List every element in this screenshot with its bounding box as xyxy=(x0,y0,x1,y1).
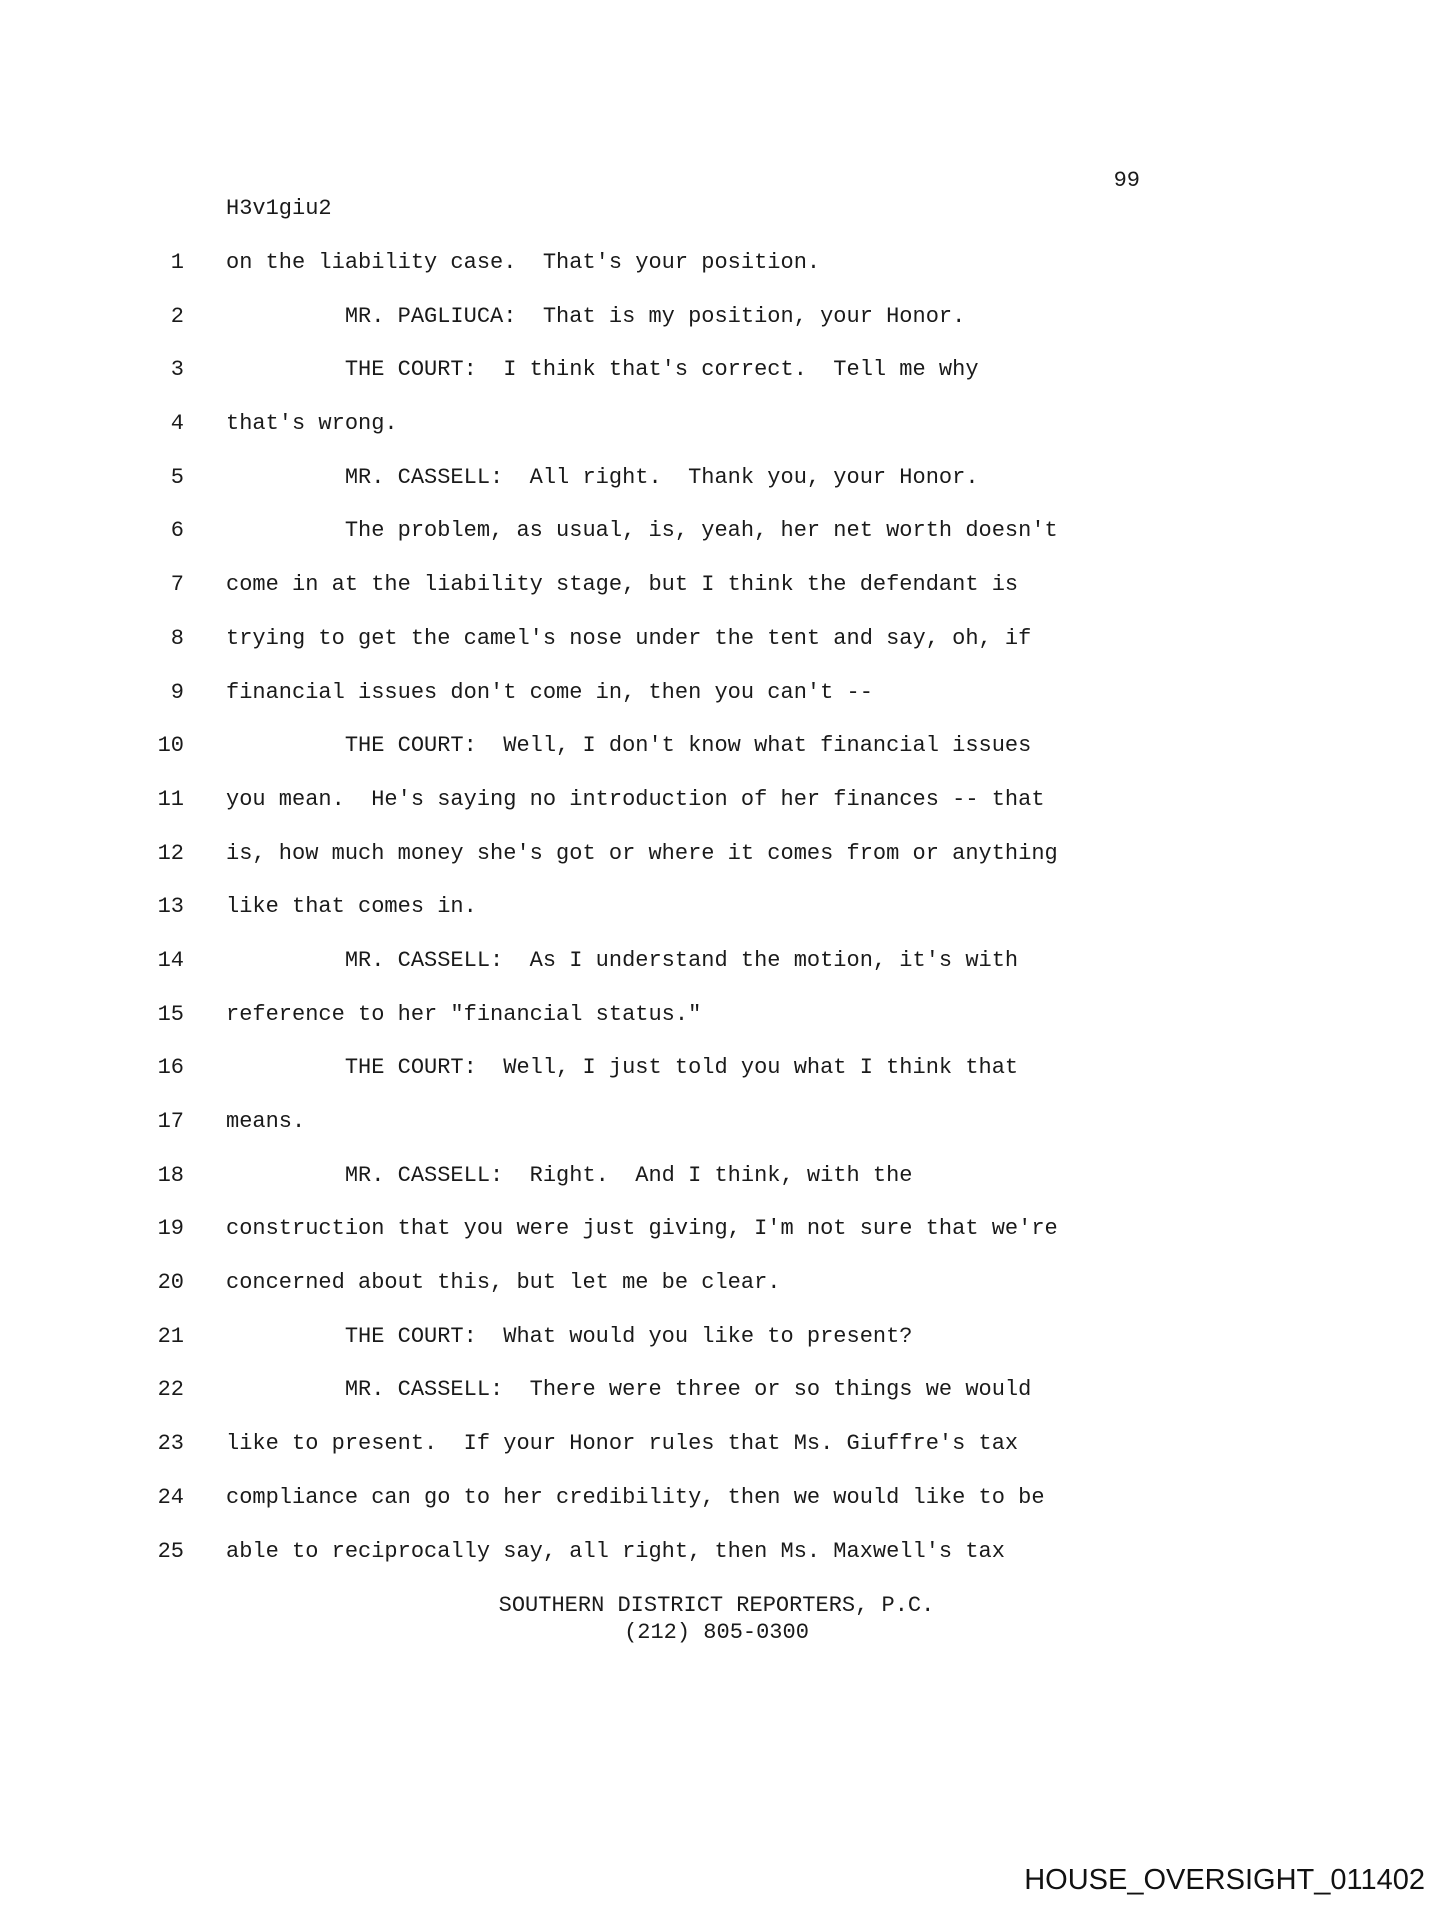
transcript-line xyxy=(0,1053,1453,1107)
line-text: MR. PAGLIUCA: That is my position, your Honor. xyxy=(226,303,966,329)
line-text: THE COURT: Well, I just told you what I think that xyxy=(226,1055,1019,1081)
transcript-line xyxy=(0,1429,1453,1483)
reporter-name: SOUTHERN DISTRICT REPORTERS, P.C. xyxy=(498,1593,935,1618)
transcript-body xyxy=(0,248,1453,1590)
transcript-line xyxy=(0,1107,1453,1161)
transcript-line xyxy=(0,1322,1453,1376)
line-number: 3 xyxy=(170,357,184,383)
line-number: 6 xyxy=(170,518,184,544)
line-text: on the liability case. That's your position. xyxy=(226,250,821,275)
transcript-line xyxy=(0,678,1453,732)
line-text: like to present. If your Honor rules that Ms. Giuffre's tax xyxy=(226,1431,1019,1457)
line-text: construction that you were just giving, I'm not sure that we're xyxy=(226,1216,1058,1242)
transcript-line xyxy=(0,892,1453,946)
transcript-line xyxy=(0,463,1453,517)
line-text: MR. CASSELL: Right. And I think, with the xyxy=(226,1162,913,1188)
transcript-line xyxy=(0,570,1453,624)
line-text: means. xyxy=(226,1109,306,1134)
line-number: 7 xyxy=(170,572,184,598)
line-number: 18 xyxy=(157,1162,184,1188)
transcript-line xyxy=(0,1000,1453,1054)
line-text: concerned about this, but let me be clear. xyxy=(226,1270,781,1296)
line-number: 13 xyxy=(157,894,184,920)
transcript-line xyxy=(0,409,1453,463)
line-text: come in at the liability stage, but I think the defendant is xyxy=(226,572,1019,598)
line-text: like that comes in. xyxy=(226,894,477,920)
line-number: 17 xyxy=(157,1109,184,1134)
line-number: 15 xyxy=(157,1001,184,1027)
line-number: 12 xyxy=(157,840,184,866)
bates-number: HOUSE_OVERSIGHT_011402 xyxy=(1024,1864,1425,1896)
transcript-line xyxy=(0,839,1453,893)
transcript-line xyxy=(0,302,1453,356)
transcript-line xyxy=(0,731,1453,785)
transcript-line xyxy=(0,1214,1453,1268)
transcript-line xyxy=(0,946,1453,1000)
line-number: 22 xyxy=(157,1377,184,1403)
line-text: you mean. He's saying no introduction of her finances -- that xyxy=(226,786,1045,812)
line-number: 10 xyxy=(157,733,184,759)
line-number: 19 xyxy=(157,1216,184,1242)
line-number: 8 xyxy=(170,625,184,651)
transcript-line xyxy=(0,624,1453,678)
line-text: that's wrong. xyxy=(226,411,398,437)
transcript-line xyxy=(0,1268,1453,1322)
transcript-line xyxy=(0,248,1453,302)
line-number: 1 xyxy=(170,250,184,275)
line-text: THE COURT: Well, I don't know what financial issues xyxy=(226,733,1032,759)
line-number: 4 xyxy=(170,411,184,437)
line-number: 20 xyxy=(157,1270,184,1296)
line-number: 11 xyxy=(157,786,184,812)
line-text: THE COURT: What would you like to present? xyxy=(226,1323,913,1349)
line-text: financial issues don't come in, then you can't -- xyxy=(226,679,873,705)
line-number: 21 xyxy=(157,1323,184,1349)
transcript-line xyxy=(0,1537,1453,1591)
line-text: The problem, as usual, is, yeah, her net worth doesn't xyxy=(226,518,1058,544)
transcript-line xyxy=(0,1483,1453,1537)
line-text: MR. CASSELL: All right. Thank you, your Honor. xyxy=(226,464,979,490)
page-number: 99 xyxy=(1113,168,1140,193)
line-number: 16 xyxy=(157,1055,184,1081)
line-text: THE COURT: I think that's correct. Tell me why xyxy=(226,357,979,383)
line-text: compliance can go to her credibility, then we would like to be xyxy=(226,1484,1045,1510)
line-number: 2 xyxy=(170,303,184,329)
line-number: 23 xyxy=(157,1431,184,1457)
line-text: reference to her "financial status." xyxy=(226,1001,702,1027)
line-text: able to reciprocally say, all right, then Ms. Maxwell's tax xyxy=(226,1538,1005,1564)
line-number: 5 xyxy=(170,464,184,490)
reporter-footer xyxy=(0,1592,1453,1646)
transcript-line xyxy=(0,1375,1453,1429)
line-text: MR. CASSELL: There were three or so things we would xyxy=(226,1377,1032,1403)
line-text: trying to get the camel's nose under the tent and say, oh, if xyxy=(226,625,1032,651)
line-number: 9 xyxy=(170,679,184,705)
transcript-line xyxy=(0,355,1453,409)
transcript-line xyxy=(0,1161,1453,1215)
line-number: 14 xyxy=(157,947,184,973)
line-text: is, how much money she's got or where it comes from or anything xyxy=(226,840,1058,866)
transcript-line xyxy=(0,516,1453,570)
reporter-phone: (212) 805-0300 xyxy=(624,1620,809,1645)
line-text: MR. CASSELL: As I understand the motion, it's with xyxy=(226,947,1019,973)
line-number: 24 xyxy=(157,1484,184,1510)
transcript-line xyxy=(0,785,1453,839)
line-number: 25 xyxy=(157,1538,184,1564)
case-code: H3v1giu2 xyxy=(226,196,332,221)
